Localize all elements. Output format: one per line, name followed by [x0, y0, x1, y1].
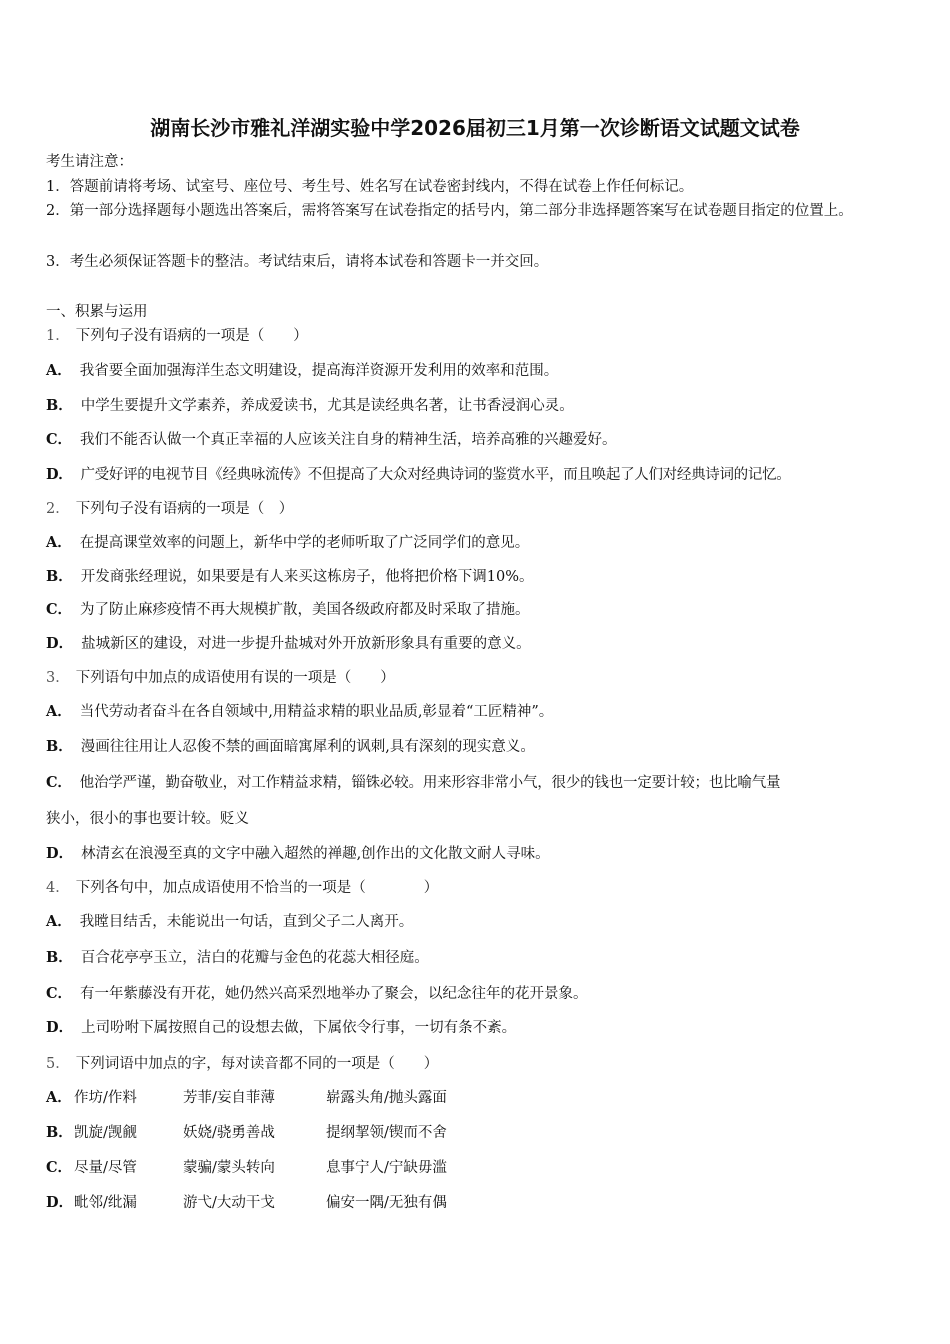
option-word-3: 提纲挈领/锲而不舍 [326, 1125, 447, 1141]
option-text: 当代劳动者奋斗在各自领域中,用精益求精的职业品质,彰显着“工匠精神”。 [79, 704, 554, 720]
option-text: 有一年紫藤没有开花，她仍然兴高采烈地举办了聚会，以纪念往年的花开景象。 [80, 986, 588, 1002]
q2-option-b [46, 567, 910, 587]
question-text: 下列各句中，加点成语使用不恰当的一项是（ ） [75, 880, 439, 896]
option-text: 上司吩咐下属按照自己的设想去做，下属依令行事，一切有条不紊。 [81, 1020, 517, 1036]
option-text: 在提高课堂效率的问题上，新华中学的老师听取了广泛同学们的意见。 [79, 535, 530, 551]
question-text: 下列句子没有语病的一项是（ ） [75, 328, 308, 344]
option-text: 开发商张经理说，如果要是有人来买这栋房子，他将把价格下调10%。 [80, 569, 534, 585]
option-word-3: 崭露头角/抛头露面 [326, 1090, 447, 1106]
option-text: 为了防止麻疹疫情不再大规模扩散，美国各级政府都及时采取了措施。 [80, 602, 530, 618]
question-number: 5． [46, 1056, 70, 1072]
question-2-stem [46, 499, 910, 519]
q3-option-d [46, 844, 910, 864]
question-1-stem [46, 326, 910, 346]
option-text: 我省要全面加强海洋生态文明建设，提高海洋资源开发利用的效率和范围。 [79, 363, 559, 379]
option-letter: B． [46, 949, 73, 966]
option-word-2: 游弋/大动干戈 [183, 1195, 275, 1211]
notice-item-1: 1．答题前请将考场、试室号、座位号、考生号、姓名写在试卷密封线内，不得在试卷上作任何标记。 [46, 179, 694, 195]
notice-heading: 考生请注意： [46, 154, 133, 170]
question-3-stem [46, 668, 910, 688]
option-text: 广受好评的电视节目《经典咏流传》不但提高了大众对经典诗词的鉴赏水平，而且唤起了人们对经典诗词的记忆。 [80, 467, 791, 483]
page-title: 湖南长沙市雅礼洋湖实验中学2026届初三1月第一次诊断语文试题文试卷 [150, 116, 800, 140]
q3-option-c [46, 773, 910, 793]
notice-item-3: 3．考生必须保证答题卡的整洁。考试结束后，请将本试卷和答题卡一并交回。 [46, 254, 549, 270]
option-letter: B． [46, 1124, 73, 1141]
option-letter: C． [46, 985, 73, 1002]
option-letter: A． [46, 362, 72, 379]
option-letter: D． [46, 1019, 74, 1036]
option-letter: A． [46, 913, 72, 930]
q1-option-c [46, 430, 910, 450]
option-text: 百合花亭亭玉立，洁白的花瓣与金色的花蕊大相径庭。 [80, 950, 429, 966]
option-letter: A． [46, 534, 72, 551]
option-letter: D． [46, 845, 74, 862]
question-text: 下列句子没有语病的一项是（ ） [75, 501, 294, 517]
q1-option-b [46, 396, 910, 416]
option-word-2: 芳菲/妄自菲薄 [183, 1090, 275, 1106]
option-letter: D． [46, 635, 74, 652]
option-text: 我们不能否认做一个真正幸福的人应该关注自身的精神生活，培养高雅的兴趣爱好。 [80, 432, 617, 448]
question-5-stem [46, 1054, 910, 1074]
question-4-stem [46, 878, 910, 898]
q4-option-a [46, 912, 910, 932]
option-text: 中学生要提升文学素养，养成爱读书，尤其是读经典名著，让书香浸润心灵。 [80, 398, 574, 414]
q2-option-a [46, 533, 910, 553]
option-letter: B． [46, 397, 73, 414]
option-letter: B． [46, 738, 73, 755]
option-letter: C． [46, 431, 73, 448]
q1-option-a [46, 361, 910, 381]
option-text: 林清玄在浪漫至真的文字中融入超然的禅趣,创作出的文化散文耐人寻味。 [81, 846, 550, 862]
q3-option-b [46, 737, 910, 757]
question-text: 下列语句中加点的成语使用有误的一项是（ ） [75, 670, 395, 686]
option-word-1: 尽量/尽管 [74, 1160, 137, 1176]
option-text: 盐城新区的建设，对进一步提升盐城对外开放新形象具有重要的意义。 [81, 636, 531, 652]
option-letter: D． [46, 1194, 74, 1211]
option-letter: A． [46, 703, 72, 720]
question-number: 3． [46, 670, 70, 686]
notice-item-2: 2．第一部分选择题每小题选出答案后，需将答案写在试卷指定的括号内，第二部分非选择题答案写在试卷题目指定的位置上。 [46, 203, 853, 219]
option-letter: D． [46, 466, 73, 483]
q3-option-c-continued: 狭小，很小的事也要计较。贬义 [46, 811, 249, 827]
option-word-1: 凯旋/觊觎 [74, 1125, 137, 1141]
option-word-1: 毗邻/纰漏 [74, 1195, 137, 1211]
option-word-3: 偏安一隅/无独有偶 [326, 1195, 447, 1211]
option-letter: C． [46, 601, 73, 618]
q2-option-d [46, 634, 910, 654]
question-number: 1． [46, 328, 70, 344]
q4-option-b [46, 948, 910, 968]
question-number: 4． [46, 880, 70, 896]
option-letter: C． [46, 1159, 73, 1176]
option-letter: B． [46, 568, 73, 585]
option-text: 漫画往往用让人忍俊不禁的画面暗寓犀利的讽刺,具有深刻的现实意义。 [80, 739, 535, 755]
question-number: 2． [46, 501, 70, 517]
q2-option-c [46, 600, 910, 620]
option-word-3: 息事宁人/宁缺毋滥 [326, 1160, 447, 1176]
option-letter: C． [46, 774, 72, 791]
option-text: 我瞠目结舌，未能说出一句话，直到父子二人离开。 [79, 914, 414, 930]
option-word-2: 妖娆/骁勇善战 [183, 1125, 275, 1141]
option-word-2: 蒙骗/蒙头转向 [183, 1160, 275, 1176]
q3-option-a [46, 702, 910, 722]
option-word-1: 作坊/作料 [74, 1090, 137, 1106]
option-text: 他治学严谨，勤奋敬业，对工作精益求精，锱铢必较。用来形容非常小气，很少的钱也一定要计较；也比喻气量 [79, 775, 781, 791]
q1-option-d [46, 465, 910, 485]
q4-option-d [46, 1018, 910, 1038]
option-letter: A． [46, 1089, 72, 1106]
question-text: 下列词语中加点的字，每对读音都不同的一项是（ ） [75, 1056, 439, 1072]
section-heading: 一、积累与运用 [46, 304, 148, 320]
q4-option-c [46, 984, 910, 1004]
